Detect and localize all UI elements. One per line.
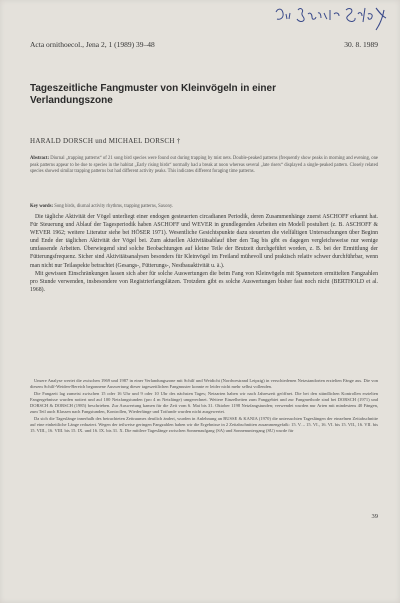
methods-paragraph: Da sich die Tageslänge innerhalb des betrachteten Zeitraumes deutlich ändert, wurden in Anlehnung an BUSSE & KANIA (1970) die untersuchten Tageslängen der einzelnen Zeitabschnitte auf eine einheitliche Länge reduziert. Wegen der teilweise geringen Fangzahlen haben wir die Ergebnisse in 2 Zeitabschnitten zusammengefaßt: 15. V. – 15. VI., 16. VI. bis 15. VII., 16. VII. bis 15. VIII., 16. VIII. bis 15. IX. und 16. IX. bis 31. X. Die mittlere Tageslänge zwischen Sonnenaufgang (SA) und Sonnenuntergang (SU) wurde für [30,415,378,433]
journal-header [30,40,378,49]
body-text [30,213,378,294]
handwritten-note [272,4,392,34]
abstract-label: Abstract: [30,156,50,161]
abstract-text: Diurnal „trapping patterns“ of 21 song bird species were found out during trapping by mist nets. Double-peaked patterns (frequently show peaks in morning and evening, one peak patterns appear to be due to species in the habitat „Early rising birds“ normally had a break at noon whereas several „late risers“ displayed a single-peaked pattern. Closely related species showed similar trapping patterns but had different activity peaks. This indicates different foraging time patterns. [30,156,379,175]
page-number: 39 [371,513,378,520]
journal-citation: Acta ornithoecol., Jena 2, 1 (1989) 39–48 [30,40,155,49]
body-paragraph: Die tägliche Aktivität der Vögel unterliegt einer endogen gesteuerten circadianen Periodik, deren Zusammenhänge zuerst ASCHOFF erkannt hat. Für Steuerung und Ablauf der Tagesperiodik haben ASCHOFF und WEVER in grundlegenden Arbeiten ein Modell postuliert (z. B. ASCHOFF & WEVER 1962; weitere Literatur siehe bei HÖSER 1971). Wesentliche Gesichtspunkte dazu steuerten die vielfältigen Untersuchungen über Beginn und Ende der täglichen Aktivität der Vögel bei. Zum aktuellen Aktivitätsablauf über den Tag bis gibt es dagegen vergleichsweise nur wenige umfassende Arbeiten. Überwiegend sind solche Beobachtungen auf kleine Teile der Brutzeit durchgeführt worden, z. B. bei der Ermittlung der Fütterungsfrequenz. Sicher sind Aktivitätsanalysen besonders für Kleinvögel im Freiland mühevoll und praktisch relativ schwer durchführbar, wenn man nicht nur Teilaspekte betrachtet (Gesangs-, Fütterungs-, Nestbauaktivität u. ä.). [30,214,378,269]
keywords-block [30,204,378,210]
article-title: Tageszeitliche Fangmuster von Kleinvögeln in einer Verlandungszone [30,83,276,106]
article-authors: HARALD DORSCH und MICHAEL DORSCH † [30,137,181,145]
keywords-text: Song birds, diurnal activity rhythms, trapping patterns, Saxony. [54,204,174,209]
publication-date: 30. 8. 1989 [344,40,378,49]
methods-text [30,378,378,435]
body-paragraph: Mit gewissen Einschränkungen lassen sich aber für solche Auswertungen die beim Fang von Kleinvögeln mit Spannetzen ermittelten Fangzahlen pro Stunde verwenden, insbesondere von Registrierfangplätzen. Trotzdem gibt es solche Auswertungen bisher fast noch nicht (BERTHOLD et al. 1968). [30,270,378,293]
methods-paragraph: Unsere Analyse wertet die zwischen 1969 und 1987 in einer Verlandungszone mit Schilf und Weidicht (Nordwestrand Leipzig) in verschiedenen Netzstandorten erzielten Fänge aus. Die von diesem Schilf-Weiden-Bereich begonnene Auswertung dieser tageszeitlichen Fangmuster konnte er leider nicht mehr selbst vollenden. [30,378,378,389]
abstract-block [30,156,378,176]
methods-paragraph: Die Fangzeit lag zumeist zwischen 15 oder 16 Uhr und 9 oder 10 Uhr des nächsten Tages; Netzarten haben wir nach Jahreszeit geöffnet. Die bei den stündlichen Kontrollen erzielten Fangergebnisse wurden notiert und auf 100 Netzfangstunden (pro 4 m Netzlänge) umgerechnet. Weitere Einzelheiten zum Fanggebiet und zur Fangmethode sind bei DORSCH (1971) und DORSCH & DORSCH (1985) beschrieben. Zur Auswertung kamen für die Zeit vom 6. Mai bis 31. Oktober 1198 Netzfangstunden; verwendet wurden nur Arten mit mindestens 40 Fängen, zum Teil auch Klassen nach Fangstunden, Kontrollen, Wiederfänge und Totfunde wurden nicht ausgewertet. [30,390,378,414]
keywords-label: Key words: [30,204,54,209]
